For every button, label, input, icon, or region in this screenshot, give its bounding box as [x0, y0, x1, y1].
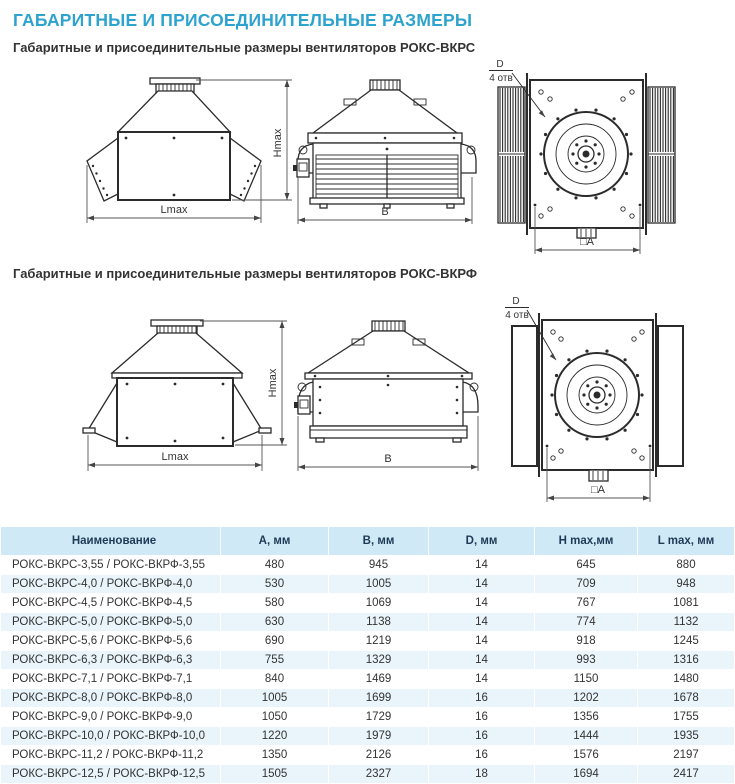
model-name-cell: РОКС-ВКРС-3,55 / РОКС-ВКРФ-3,55 [1, 556, 221, 575]
value-cell: 993 [535, 651, 638, 670]
model-name-cell: РОКС-ВКРС-9,0 / РОКС-ВКРФ-9,0 [1, 708, 221, 727]
value-cell: 14 [429, 670, 535, 689]
dim-label-4otv: 4 отв [505, 310, 529, 321]
model-name-cell: РОКС-ВКРС-4,0 / РОКС-ВКРФ-4,0 [1, 575, 221, 594]
table-row [1, 765, 735, 784]
value-cell: 1480 [638, 670, 735, 689]
table-row [1, 670, 735, 689]
value-cell: 2417 [638, 765, 735, 784]
value-cell: 1469 [329, 670, 429, 689]
col-header-name: Наименование [1, 527, 221, 556]
model-name-cell: РОКС-ВКРС-12,5 / РОКС-ВКРФ-12,5 [1, 765, 221, 784]
col-header-d: D, мм [429, 527, 535, 556]
col-header-b: В, мм [329, 527, 429, 556]
col-header-a: А, мм [221, 527, 329, 556]
value-cell: 630 [221, 613, 329, 632]
col-header-lmax: L max, мм [638, 527, 735, 556]
fan-front-view-vkrf [83, 320, 287, 471]
fan-side-view-vkrs [293, 80, 476, 224]
value-cell: 16 [429, 727, 535, 746]
table-row [1, 689, 735, 708]
value-cell: 2327 [329, 765, 429, 784]
value-cell: 580 [221, 594, 329, 613]
value-cell: 945 [329, 556, 429, 575]
dim-label-hmax: Hmax [272, 128, 284, 158]
value-cell: 1069 [329, 594, 429, 613]
value-cell: 480 [221, 556, 329, 575]
value-cell: 1678 [638, 689, 735, 708]
dimensions-table-body [1, 556, 735, 784]
value-cell: 2197 [638, 746, 735, 765]
value-cell: 1356 [535, 708, 638, 727]
value-cell: 530 [221, 575, 329, 594]
value-cell: 16 [429, 746, 535, 765]
section-heading-vkrf: Габаритные и присоединительные размеры вентиляторов РОКС-ВКРФ [13, 266, 478, 281]
value-cell: 1245 [638, 632, 735, 651]
value-cell: 645 [535, 556, 638, 575]
value-cell: 14 [429, 556, 535, 575]
fan-front-view-vkrs [87, 78, 292, 223]
fan-top-view-vkrf [505, 296, 683, 502]
value-cell: 1935 [638, 727, 735, 746]
dim-label-b: B [384, 453, 392, 465]
dimensions-table [0, 526, 735, 784]
value-cell: 18 [429, 765, 535, 784]
value-cell: 1219 [329, 632, 429, 651]
dim-label-4otv: 4 отв [489, 73, 513, 84]
value-cell: 767 [535, 594, 638, 613]
page-title: ГАБАРИТНЫЕ И ПРИСОЕДИНИТЕЛЬНЫЕ РАЗМЕРЫ [13, 10, 473, 30]
value-cell: 1755 [638, 708, 735, 727]
model-name-cell: РОКС-ВКРС-6,3 / РОКС-ВКРФ-6,3 [1, 651, 221, 670]
dim-label-b: B [381, 206, 389, 218]
value-cell: 2126 [329, 746, 429, 765]
dim-label-lmax: Lmax [160, 204, 188, 216]
catalog-page [0, 10, 734, 780]
value-cell: 1699 [329, 689, 429, 708]
value-cell: 1132 [638, 613, 735, 632]
value-cell: 1202 [535, 689, 638, 708]
value-cell: 918 [535, 632, 638, 651]
value-cell: 690 [221, 632, 329, 651]
col-header-hmax: Н max,мм [535, 527, 638, 556]
dim-label-square-a: □A [591, 484, 605, 496]
value-cell: 709 [535, 575, 638, 594]
model-name-cell: РОКС-ВКРС-7,1 / РОКС-ВКРФ-7,1 [1, 670, 221, 689]
model-name-cell: РОКС-ВКРС-11,2 / РОКС-ВКРФ-11,2 [1, 746, 221, 765]
table-row [1, 594, 735, 613]
model-name-cell: РОКС-ВКРС-8,0 / РОКС-ВКРФ-8,0 [1, 689, 221, 708]
value-cell: 1005 [329, 575, 429, 594]
value-cell: 1576 [535, 746, 638, 765]
value-cell: 1220 [221, 727, 329, 746]
value-cell: 16 [429, 708, 535, 727]
value-cell: 1138 [329, 613, 429, 632]
table-row [1, 613, 735, 632]
table-header-row [1, 527, 735, 556]
table-row [1, 632, 735, 651]
value-cell: 14 [429, 613, 535, 632]
table-row [1, 575, 735, 594]
section-heading-vkrs: Габаритные и присоединительные размеры вентиляторов РОКС-ВКРС [13, 40, 476, 55]
model-name-cell: РОКС-ВКРС-5,0 / РОКС-ВКРФ-5,0 [1, 613, 221, 632]
model-name-cell: РОКС-ВКРС-4,5 / РОКС-ВКРФ-4,5 [1, 594, 221, 613]
value-cell: 1081 [638, 594, 735, 613]
table-row [1, 708, 735, 727]
value-cell: 1694 [535, 765, 638, 784]
value-cell: 880 [638, 556, 735, 575]
value-cell: 14 [429, 575, 535, 594]
table-row [1, 746, 735, 765]
table-row [1, 727, 735, 746]
value-cell: 1729 [329, 708, 429, 727]
fan-top-view-vkrs [489, 59, 675, 254]
value-cell: 1005 [221, 689, 329, 708]
dim-label-square-a: □A [580, 236, 594, 248]
dim-label-hmax: Hmax [267, 368, 279, 398]
model-name-cell: РОКС-ВКРС-5,6 / РОКС-ВКРФ-5,6 [1, 632, 221, 651]
value-cell: 1329 [329, 651, 429, 670]
value-cell: 1444 [535, 727, 638, 746]
table-row [1, 556, 735, 575]
value-cell: 14 [429, 632, 535, 651]
dim-label-d: D [496, 59, 504, 70]
dim-label-lmax: Lmax [161, 451, 189, 463]
dim-label-d: D [512, 296, 520, 307]
value-cell: 774 [535, 613, 638, 632]
drawings-vkrf [0, 285, 734, 518]
table-row [1, 651, 735, 670]
value-cell: 1979 [329, 727, 429, 746]
value-cell: 1350 [221, 746, 329, 765]
value-cell: 14 [429, 594, 535, 613]
value-cell: 1150 [535, 670, 638, 689]
model-name-cell: РОКС-ВКРС-10,0 / РОКС-ВКРФ-10,0 [1, 727, 221, 746]
fan-side-view-vkrf [294, 321, 478, 471]
value-cell: 14 [429, 651, 535, 670]
drawings-vkrs [0, 55, 734, 260]
value-cell: 948 [638, 575, 735, 594]
value-cell: 755 [221, 651, 329, 670]
value-cell: 1316 [638, 651, 735, 670]
value-cell: 1505 [221, 765, 329, 784]
value-cell: 1050 [221, 708, 329, 727]
value-cell: 16 [429, 689, 535, 708]
value-cell: 840 [221, 670, 329, 689]
